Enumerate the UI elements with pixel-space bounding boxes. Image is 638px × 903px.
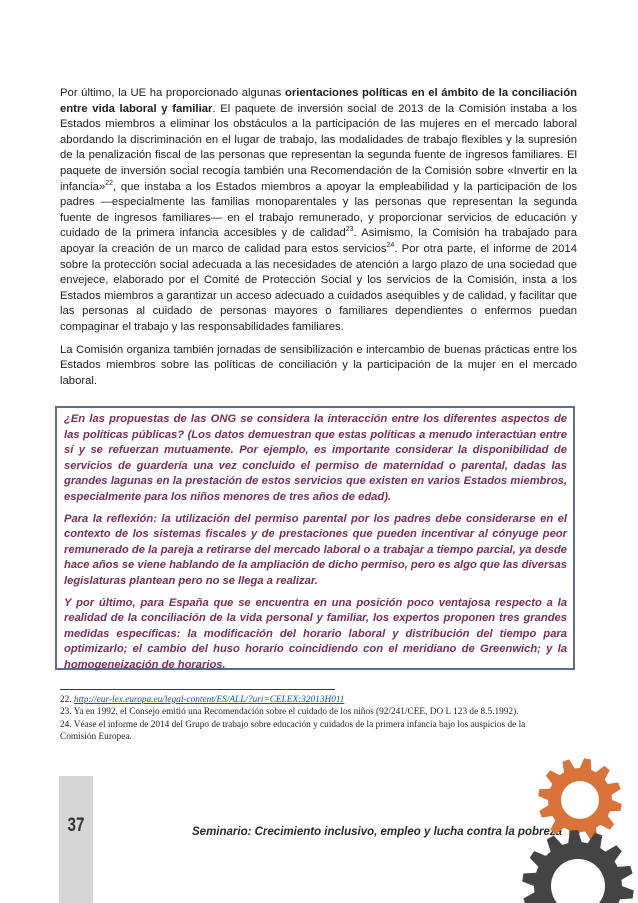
dark-gear-icon — [522, 830, 634, 903]
callout-paragraph-3: Y por último, para España que se encuentra en una posición poco ventajosa respecto a la realidad de la conciliación de la vida personal y familiar, los expertos proponen tres grandes medidas específicas: la modificación del horario laboral y distribución del tiempo para optimizarlo; el cambio del huso horario coincidiendo con el meridiano de Greenwich; y la homogeneización de horarios. — [64, 596, 567, 671]
gears-decoration — [502, 758, 638, 903]
p1-text-mid: . El paquete de inversión social de 2013 de la Comisión instaba a los Estados miembros a eliminar los obstáculos a la participación de las mujeres en el mercado laboral abordando la discriminación en el lugar de trabajo, las modalidades de trabajo flexibles y la supresión de la penalización fiscal de las personas que representan la segunda fuente de ingresos familiares. El paquete de inversión social recogía también una Recomendación de la Comisión sobre «Invertir en la infancia» — [60, 102, 577, 193]
orange-gear-icon — [538, 758, 622, 842]
p1-text-mid3: . Asimismo, la Comisión ha trabajado para apoyar la creación de un marco de calidad para estos servicios — [60, 227, 577, 255]
footnote-ref-22[interactable]: 22 — [105, 179, 114, 187]
callout-paragraph-1: ¿En las propuestas de las ONG se considera la interacción entre los diferentes aspectos de las políticas públicas? (Los datos demuestran que estas políticas a menudo interactúan entre sí y se refuerzan mutuamente. Por ejemplo, es importante considerar la disponibilidad de servicios de guardería una vez concluido el permiso de maternidad o parental, dadas las grandes lagunas en la prestación de estos servicios que existen en varios Estados miembros, especialmente para los niños menores de tres años de edad). — [64, 413, 567, 503]
paragraph-2: La Comisión organiza también jornadas de sensibilización e intercambio de buenas prácticas entre los Estados miembros sobre las políticas de conciliación y la participación de la mujer en el mercado laboral. — [60, 343, 577, 387]
page-number: 37 — [67, 815, 85, 836]
p1-text-end: . Por otra parte, el informe de 2014 sobre la protección social adecuada a las necesidades de atención a largo plazo de una sociedad que envejece, elaborado por el Comité de Protección Social y los servicios de la Comisión, insta a los Estados miembros a garantizar un acceso adecuado a cuidados asequibles y de calidad, y facilitar que las personas al cuidado de personas mayores o familiares dependientes o enfermos puedan compaginar el trabajo y las responsabilidades familiares. — [60, 242, 577, 333]
footnote-23: 23. Ya en 1992, el Consejo emitió una Recomendación sobre el cuidado de los niños (92/241/CEE, DO L 123 de 8.5.1992). — [60, 707, 519, 718]
page-number-strip — [59, 776, 93, 903]
footnote-ref-23[interactable]: 23 — [345, 226, 354, 234]
footnote-separator — [60, 689, 335, 690]
callout-paragraph-2: Para la reflexión: la utilización del permiso parental por los padres debe considerarse en el contexto de los sistemas fiscales y de prestaciones que pueden incentivar al cónyuge peor remunerado de la pareja a retirarse del mercado laboral o a trabajar a tiempo parcial, ya desde hace años se viene hablando de la ampliación de dicho permiso, pero es algo que las diversas legislaturas plantean pero no se llega a realizar. — [64, 512, 567, 587]
footnote-22-link[interactable]: http://eur-lex.europa.eu/legal-content/ES/ALL/?uri=CELEX:32013H011 — [73, 695, 345, 705]
footnote-ref-24[interactable]: 24 — [386, 242, 395, 250]
footnote-22-number: 22. — [60, 695, 72, 705]
body-text — [60, 86, 577, 396]
footnote-24: 24. Véase el informe de 2014 del Grupo de trabajo sobre educación y cuidados de la primera infancia bajo los auspicios de la Comisión Europea. — [60, 719, 526, 743]
seminar-title: Seminario: Crecimiento inclusivo, empleo y lucha contra la pobreza — [192, 826, 563, 838]
footnote-22 — [60, 694, 560, 706]
footnotes — [60, 694, 560, 744]
p1-bold-phrase: orientaciones políticas en el ámbito de la conciliación entre vida laboral y familiar — [60, 87, 577, 115]
p1-text-start: Por último, la UE ha proporcionado algunas — [60, 87, 285, 99]
paragraph-1 — [60, 86, 577, 336]
orange-gear-hole — [561, 781, 599, 819]
p1-text-mid2: , que instaba a los Estados miembros a apoyar la empleabilidad y la participación de los padres —especialmente las familias monoparentales y las personas que representan la segunda fuente de ingresos familiares— en el trabajo remunerado, y proporcionar servicios de educación y cuidado de la primera infancia accesibles y de calidad — [60, 180, 577, 240]
callout-box — [55, 406, 575, 670]
